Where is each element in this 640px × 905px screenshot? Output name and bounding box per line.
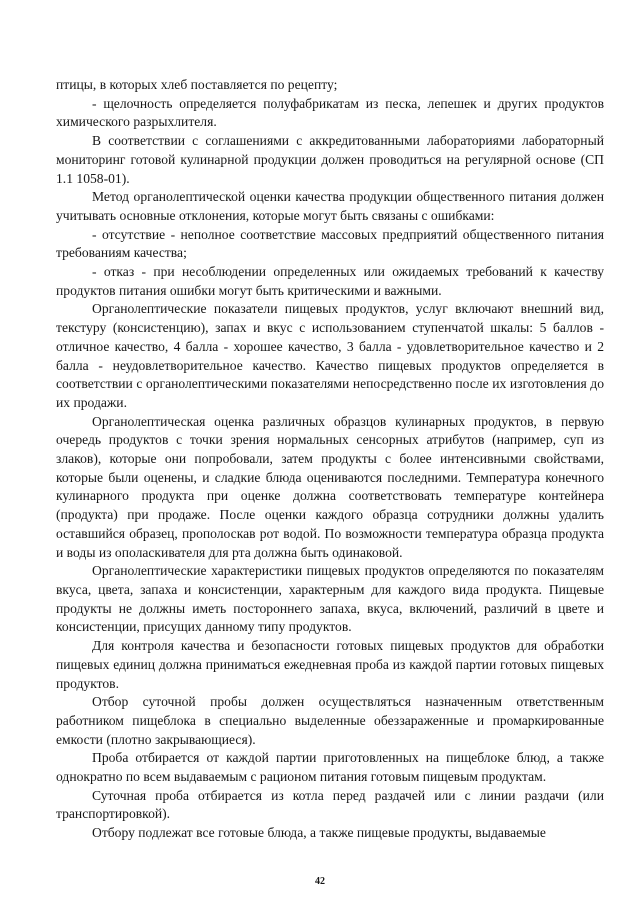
paragraph-sample-subject: Отбору подлежат все готовые блюда, а также пищевые продукты, выдаваемые xyxy=(92,825,546,841)
paragraph-sample-batches: Проба отбирается от каждой партии приготовленных на пищеблоке блюд, а также однократно по всем выдаваемым с рационом питания готовым пищевым продуктам. xyxy=(56,750,604,785)
paragraph-sample-source: Суточная проба отбирается из котла перед раздачей или с линии раздачи (или транспортировкой). xyxy=(56,787,604,822)
paragraph-failure: - отказ - при несоблюдении определенных или ожидаемых требований к качеству продуктов питания ошибки могут быть критическими и важными. xyxy=(56,264,604,298)
paragraph-daily-sample: Отбор суточной пробы должен осуществляться назначенным ответственным работником пищеблока в специально выделенные обеззараженные и промаркированные емкости (плотно закрывающиеся). xyxy=(56,694,604,747)
paragraph-quality-control: Для контроля качества и безопасности готовых пищевых продуктов для обработки пищевых единиц должна приниматься ежедневная проба из каждой партии готовых пищевых продуктов. xyxy=(56,638,604,691)
paragraph-organoleptic-indicators: Органолептические показатели пищевых продуктов, услуг включают внешний вид, текстуру (консистенцию), запах и вкус с использованием ступенчатой шкалы: 5 баллов - отличное качество, 4 балла - хорошее качество, 3 балла - удовлетворительное качество и 2 балла - неудовлетворительное качество. Качество пищевых продуктов определяется в соответствии с органолептическими показателями непосредственно после их изготовления до их продажи. xyxy=(56,301,604,410)
paragraph-characteristics: Органолептические характеристики пищевых продуктов определяются по показателям вкуса, цвета, запаха и консистенции, характерным для каждого вида продукта. Пищевые продукты не должны иметь постороннего запаха, вкуса, включений, различий в цвете и консистенции, присущих данному типу продуктов. xyxy=(56,563,604,635)
page-number: 42 xyxy=(315,876,325,887)
paragraph-organoleptic-assessment: Органолептическая оценка различных образцов кулинарных продуктов, в первую очередь продуктов с точки зрения нормальных сенсорных атрибутов (например, суп из злаков), которые они попробовали, затем продукты с более интенсивными свойствами, которые были оценены, и сладкие блюда оцениваются последними. Температура конечного кулинарного продукта при оценке должна соответствовать температуре контейнера (продукта) при продаже. После оценки каждого образца сотрудники должны удалить оставшийся образец, прополоскав рот водой. По возможности температура образца продукта и воды из ополаскивателя для рта должна быть одинаковой. xyxy=(56,413,604,560)
paragraph-evaluation-method: Метод органолептической оценки качества продукции общественного питания должен учитывать основные отклонения, которые могут быть связаны с ошибками: xyxy=(56,189,604,223)
paragraph-alkalinity: - щелочность определяется полуфабрикатам из песка, лепешек и других продуктов химического разрыхлителя. xyxy=(56,95,604,130)
paragraph-lab-monitoring: В соответствии с соглашениями с аккредитованными лабораториями лабораторный мониторинг готовой кулинарной продукции должен проводиться на регулярной основе (СП 1.1 1058-01). xyxy=(56,133,604,186)
paragraph-continued: птицы, в которых хлеб поставляется по рецепту; xyxy=(56,77,338,92)
paragraph-absence: - отсутствие - неполное соответствие массовых предприятий общественного питания требованиям качества; xyxy=(56,226,604,261)
body-text xyxy=(56,76,604,843)
